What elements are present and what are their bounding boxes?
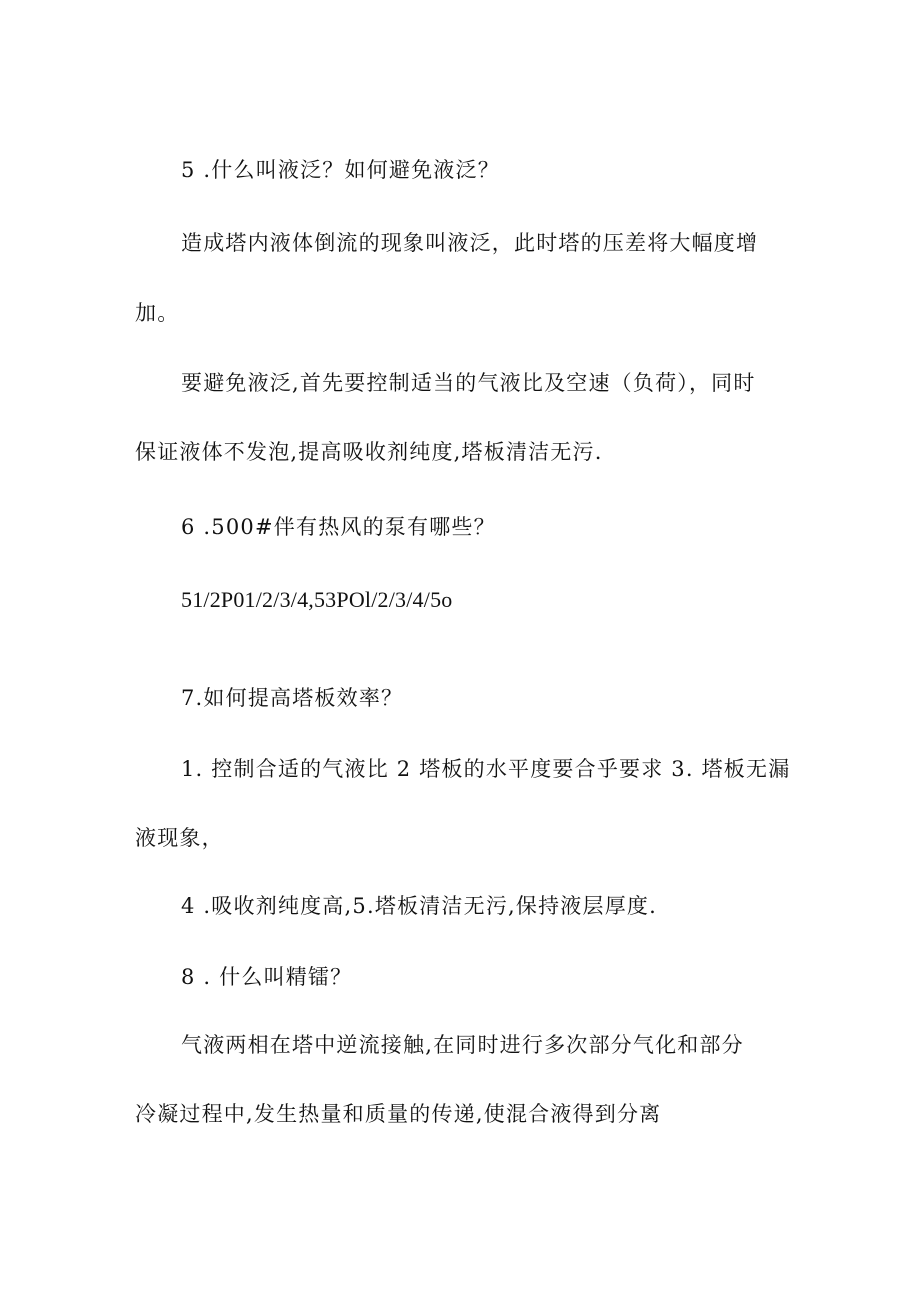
question-8-answer-line-1: 气液两相在塔中逆流接触,在同时进行多次部分气化和部分: [181, 1033, 744, 1057]
question-8-answer-line-2: 冷凝过程中,发生热量和质量的传递,使混合液得到分离: [135, 1102, 662, 1126]
question-7-answer-line-2: 液现象，: [135, 826, 224, 850]
question-5-answer-line-2: 加。: [135, 301, 180, 325]
question-5-answer-line-1: 造成塔内液体倒流的现象叫液泛，此时塔的压差将大幅度增: [181, 231, 759, 255]
question-8-heading: 8 . 什么叫精镭？: [181, 965, 353, 989]
question-7-answer-line-3: 4 .吸收剂纯度高,5.塔板清洁无污,保持液层厚度.: [181, 894, 657, 918]
question-7-heading: 7.如何提高塔板效率？: [181, 686, 404, 710]
question-6-answer: 51/2P01/2/3/4,53POl/2/3/4/5o: [181, 587, 453, 612]
question-6-heading: 6 .500#伴有热风的泵有哪些？: [181, 515, 496, 539]
question-5-answer-line-3: 要避免液泛,首先要控制适当的气液比及空速（负荷），同时: [181, 371, 756, 395]
question-7-answer-line-1: 1. 控制合适的气液比 2 塔板的水平度要合乎要求 3. 塔板无漏: [181, 757, 791, 781]
question-5-answer-line-4: 保证液体不发泡,提高吸收剂纯度,塔板清洁无污.: [135, 440, 603, 464]
question-5-heading: 5 .什么叫液泛？如何避免液泛？: [181, 158, 500, 182]
